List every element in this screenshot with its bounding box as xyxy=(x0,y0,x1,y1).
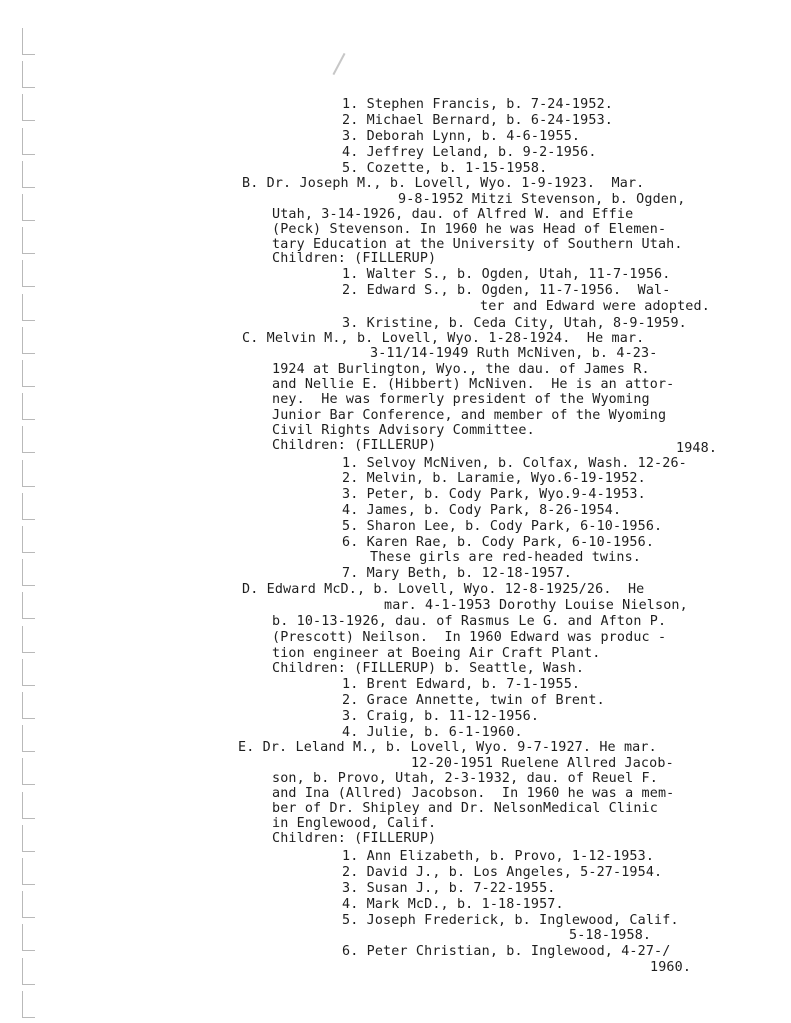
binding-tick-icon xyxy=(22,559,35,586)
text-line: tary Education at the University of Southern Utah. xyxy=(272,237,683,252)
text-line: 1960. xyxy=(650,960,692,975)
text-line: (Prescott) Neilson. In 1960 Edward was produc - xyxy=(272,630,667,645)
binding-tick-icon xyxy=(22,194,35,221)
binding-tick-icon xyxy=(22,61,35,88)
text-line: 1. Walter S., b. Ogden, Utah, 11-7-1956. xyxy=(342,267,671,282)
binding-tick-icon xyxy=(22,626,35,653)
binding-tick-icon xyxy=(22,493,35,520)
binding-tick-icon xyxy=(22,161,35,188)
text-line: 5. Joseph Frederick, b. Inglewood, Calif. xyxy=(342,913,679,928)
binding-tick-icon xyxy=(22,991,35,1018)
binding-tick-icon xyxy=(22,825,35,852)
binding-tick-icon xyxy=(22,725,35,752)
text-line: 3. Kristine, b. Ceda City, Utah, 8-9-1959. xyxy=(342,316,687,331)
binding-tick-icon xyxy=(22,460,35,487)
text-line: Junior Bar Conference, and member of the Wyoming xyxy=(272,408,667,423)
text-line: in Englewood, Calif. xyxy=(272,816,437,831)
text-line: 4. James, b. Cody Park, 8-26-1954. xyxy=(342,503,622,518)
binding-tick-icon xyxy=(22,260,35,287)
text-line: Children: (FILLERUP) xyxy=(272,831,437,846)
text-line: 2. Edward S., b. Ogden, 11-7-1956. Wal- xyxy=(342,283,671,298)
text-line: 1. Selvoy McNiven, b. Colfax, Wash. 12-26- xyxy=(342,456,687,471)
text-line: 3. Craig, b. 11-12-1956. xyxy=(342,709,540,724)
text-line: 2. David J., b. Los Angeles, 5-27-1954. xyxy=(342,865,663,880)
binding-tick-icon xyxy=(22,692,35,719)
text-line: 5. Cozette, b. 1-15-1958. xyxy=(342,161,548,176)
binding-tick-icon xyxy=(22,227,35,254)
binding-tick-icon xyxy=(22,659,35,686)
text-line: ney. He was formerly president of the Wyoming xyxy=(272,392,650,407)
text-line: 12-20-1951 Ruelene Allred Jacob- xyxy=(411,756,674,771)
binding-tick-icon xyxy=(22,94,35,121)
text-line: ter and Edward were adopted. xyxy=(480,299,710,314)
text-line: 9-8-1952 Mitzi Stevenson, b. Ogden, xyxy=(398,192,686,207)
text-line: 5-18-1958. xyxy=(569,928,652,943)
text-line: 5. Sharon Lee, b. Cody Park, 6-10-1956. xyxy=(342,519,663,534)
binding-tick-icon xyxy=(22,526,35,553)
text-line: mar. 4-1-1953 Dorothy Louise Nielson, xyxy=(384,598,688,613)
text-line: (Peck) Stevenson. In 1960 he was Head of Elemen- xyxy=(272,222,667,237)
text-line: 1. Stephen Francis, b. 7-24-1952. xyxy=(342,97,613,112)
text-line: and Nellie E. (Hibbert) McNiven. He is an attor- xyxy=(272,377,675,392)
binding-tick-icon xyxy=(22,327,35,354)
text-line: 3-11/14-1949 Ruth McNiven, b. 4-23- xyxy=(370,346,658,361)
text-line: Children: (FILLERUP) xyxy=(272,438,437,453)
text-line: 1. Ann Elizabeth, b. Provo, 1-12-1953. xyxy=(342,849,655,864)
text-line: Civil Rights Advisory Committee. xyxy=(272,423,535,438)
binding-tick-icon xyxy=(22,592,35,619)
text-line: 2. Michael Bernard, b. 6-24-1953. xyxy=(342,113,613,128)
text-line: D. Edward McD., b. Lovell, Wyo. 12-8-1925/26. He xyxy=(242,582,645,597)
binding-tick-icon xyxy=(22,924,35,951)
text-line: C. Melvin M., b. Lovell, Wyo. 1-28-1924. He mar. xyxy=(242,331,645,346)
text-line: son, b. Provo, Utah, 2-3-1932, dau. of Reuel F. xyxy=(272,771,658,786)
text-line: 6. Karen Rae, b. Cody Park, 6-10-1956. xyxy=(342,535,655,550)
binding-tick-icon xyxy=(22,393,35,420)
text-line: 7. Mary Beth, b. 12-18-1957. xyxy=(342,566,572,581)
binding-tick-icon xyxy=(22,758,35,785)
text-line: and Ina (Allred) Jacobson. In 1960 he was a mem- xyxy=(272,786,675,801)
text-line: B. Dr. Joseph M., b. Lovell, Wyo. 1-9-1923. Mar. xyxy=(242,176,645,191)
stray-pen-mark xyxy=(332,53,345,75)
binding-tick-icon xyxy=(22,858,35,885)
text-line: b. 10-13-1926, dau. of Rasmus Le G. and Afton P. xyxy=(272,614,667,629)
text-line: 1948. xyxy=(676,441,718,456)
text-line: Children: (FILLERUP) xyxy=(272,251,437,266)
text-line: These girls are red-headed twins. xyxy=(370,550,641,565)
text-line: ber of Dr. Shipley and Dr. NelsonMedical Clinic xyxy=(272,801,658,816)
text-line: 1. Brent Edward, b. 7-1-1955. xyxy=(342,677,581,692)
text-line: tion engineer at Boeing Air Craft Plant. xyxy=(272,646,601,661)
text-line: 3. Deborah Lynn, b. 4-6-1955. xyxy=(342,129,581,144)
text-line: 2. Melvin, b. Laramie, Wyo.6-19-1952. xyxy=(342,471,646,486)
text-line: 4. Mark McD., b. 1-18-1957. xyxy=(342,897,564,912)
binding-tick-icon xyxy=(22,128,35,155)
binding-tick-icon xyxy=(22,891,35,918)
text-line: Utah, 3-14-1926, dau. of Alfred W. and Effie xyxy=(272,207,634,222)
text-line: Children: (FILLERUP) b. Seattle, Wash. xyxy=(272,661,585,676)
text-line: E. Dr. Leland M., b. Lovell, Wyo. 9-7-1927. He mar. xyxy=(238,740,657,755)
text-line: 4. Jeffrey Leland, b. 9-2-1956. xyxy=(342,145,597,160)
binding-tick-icon xyxy=(22,294,35,321)
binding-tick-icon xyxy=(22,360,35,387)
text-line: 4. Julie, b. 6-1-1960. xyxy=(342,725,523,740)
binding-tick-icon xyxy=(22,792,35,819)
binding-tick-icon xyxy=(22,28,35,55)
text-line: 1924 at Burlington, Wyo., the dau. of James R. xyxy=(272,362,650,377)
binding-tick-icon xyxy=(22,426,35,453)
text-line: 3. Peter, b. Cody Park, Wyo.9-4-1953. xyxy=(342,487,646,502)
text-line: 3. Susan J., b. 7-22-1955. xyxy=(342,881,556,896)
text-line: 6. Peter Christian, b. Inglewood, 4-27-/ xyxy=(342,944,671,959)
text-line: 2. Grace Annette, twin of Brent. xyxy=(342,693,605,708)
binding-tick-icon xyxy=(22,958,35,985)
